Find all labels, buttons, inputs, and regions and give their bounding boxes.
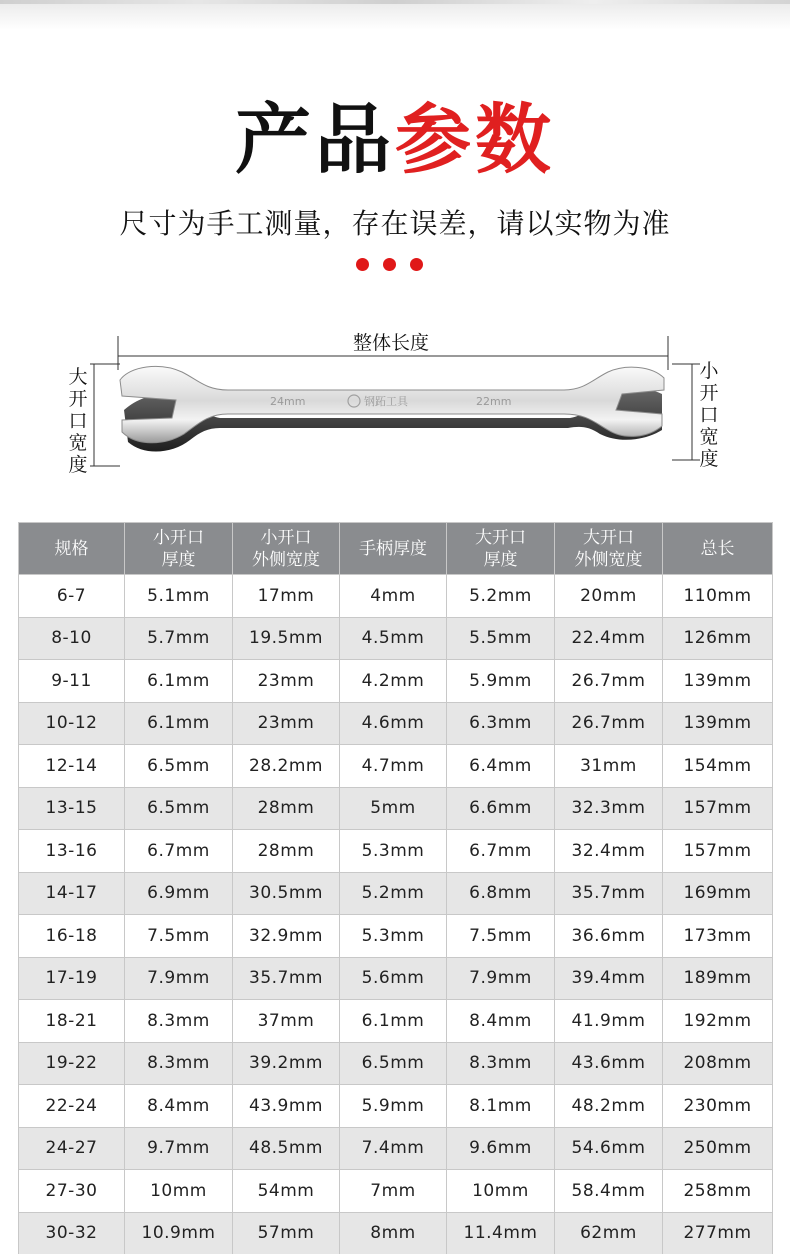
small-opening-label-char: 开 (699, 382, 719, 404)
table-cell: 4.7mm (340, 745, 447, 788)
table-cell: 6.5mm (125, 787, 233, 830)
table-cell: 19.5mm (233, 617, 340, 660)
table-row (19, 702, 773, 745)
table-cell: 28mm (233, 787, 340, 830)
big-opening-label-char: 开 (68, 388, 88, 410)
column-header (340, 523, 447, 575)
column-header (663, 523, 773, 575)
small-opening-label-char: 小 (699, 360, 719, 382)
small-opening-label (697, 360, 721, 470)
table-cell: 5.9mm (447, 660, 555, 703)
table-cell: 41.9mm (555, 1000, 663, 1043)
table-cell: 6.1mm (125, 660, 233, 703)
small-opening-dimension-line (672, 364, 700, 460)
table-cell: 23mm (233, 702, 340, 745)
column-header-line: 厚度 (483, 549, 518, 570)
table-cell: 5.9mm (340, 1085, 447, 1128)
table-cell: 8.4mm (125, 1085, 233, 1128)
table-row (19, 1000, 773, 1043)
table-cell: 189mm (663, 957, 773, 1000)
table-row (19, 617, 773, 660)
wrench-marking-brand: 钢跖工具 (364, 395, 408, 408)
table-cell: 24-27 (19, 1127, 125, 1170)
column-header (555, 523, 663, 575)
table-cell: 8.1mm (447, 1085, 555, 1128)
table-cell: 230mm (663, 1085, 773, 1128)
table-cell: 258mm (663, 1170, 773, 1213)
table-cell: 32.9mm (233, 915, 340, 958)
table-cell: 5.2mm (340, 872, 447, 915)
table-cell: 9.7mm (125, 1127, 233, 1170)
table-cell: 5.2mm (447, 575, 555, 618)
table-cell: 6.1mm (125, 702, 233, 745)
table-row (19, 575, 773, 618)
big-opening-label-char: 口 (68, 410, 88, 432)
table-cell: 157mm (663, 787, 773, 830)
table-cell: 37mm (233, 1000, 340, 1043)
table-cell: 8.3mm (447, 1042, 555, 1085)
table-cell: 26.7mm (555, 660, 663, 703)
small-opening-label-char: 度 (699, 448, 719, 470)
top-banner-strip (0, 0, 790, 30)
table-cell: 7.5mm (125, 915, 233, 958)
table-cell: 4.2mm (340, 660, 447, 703)
red-dot (410, 258, 423, 271)
column-header-line: 小开口 (153, 527, 204, 548)
column-header-line: 外侧宽度 (252, 549, 320, 570)
table-row (19, 745, 773, 788)
table-cell: 54mm (233, 1170, 340, 1213)
table-cell: 139mm (663, 660, 773, 703)
table-cell: 43.6mm (555, 1042, 663, 1085)
column-header-line: 大开口 (475, 527, 526, 548)
table-cell: 54.6mm (555, 1127, 663, 1170)
table-cell: 4.6mm (340, 702, 447, 745)
table-row (19, 957, 773, 1000)
measurement-disclaimer: 尺寸为手工测量，存在误差，请以实物为准 (119, 207, 671, 240)
small-opening-label-char: 宽 (699, 426, 719, 448)
column-header-line: 规格 (54, 538, 89, 559)
table-cell: 139mm (663, 702, 773, 745)
column-header-line: 外侧宽度 (574, 549, 643, 570)
table-cell: 192mm (663, 1000, 773, 1043)
table-cell: 17mm (233, 575, 340, 618)
table-cell: 17-19 (19, 957, 125, 1000)
table-cell: 10-12 (19, 702, 125, 745)
column-header (19, 523, 125, 575)
table-row (19, 1212, 773, 1254)
table-row (19, 1042, 773, 1085)
table-cell: 5.3mm (340, 915, 447, 958)
table-row (19, 872, 773, 915)
table-cell: 173mm (663, 915, 773, 958)
table-cell: 6.4mm (447, 745, 555, 788)
table-row (19, 660, 773, 703)
page-title (0, 95, 790, 185)
table-cell: 35.7mm (555, 872, 663, 915)
table-cell: 110mm (663, 575, 773, 618)
big-opening-label-char: 度 (68, 454, 88, 476)
table-cell: 5.7mm (125, 617, 233, 660)
table-cell: 39.2mm (233, 1042, 340, 1085)
table-cell: 4mm (340, 575, 447, 618)
table-cell: 30-32 (19, 1212, 125, 1254)
table-cell: 250mm (663, 1127, 773, 1170)
table-row (19, 1085, 773, 1128)
table-cell: 154mm (663, 745, 773, 788)
table-cell: 5.1mm (125, 575, 233, 618)
table-cell: 18-21 (19, 1000, 125, 1043)
table-cell: 8-10 (19, 617, 125, 660)
table-cell: 8.4mm (447, 1000, 555, 1043)
table-cell: 10mm (125, 1170, 233, 1213)
table-row (19, 1170, 773, 1213)
spec-table (18, 522, 773, 1254)
table-cell: 31mm (555, 745, 663, 788)
column-header (233, 523, 340, 575)
table-cell: 13-16 (19, 830, 125, 873)
table-cell: 10.9mm (125, 1212, 233, 1254)
column-header-line: 总长 (700, 538, 735, 559)
table-cell: 126mm (663, 617, 773, 660)
table-cell: 62mm (555, 1212, 663, 1254)
column-header-line: 厚度 (161, 549, 196, 570)
table-cell: 5.3mm (340, 830, 447, 873)
table-cell: 208mm (663, 1042, 773, 1085)
table-cell: 6.6mm (447, 787, 555, 830)
table-cell: 7mm (340, 1170, 447, 1213)
column-header-line: 小开口 (260, 527, 312, 548)
table-cell: 4.5mm (340, 617, 447, 660)
wrench-marking-left: 24mm (270, 395, 306, 408)
table-cell: 157mm (663, 830, 773, 873)
table-cell: 58.4mm (555, 1170, 663, 1213)
table-cell: 5mm (340, 787, 447, 830)
big-opening-label-char: 宽 (68, 432, 88, 454)
table-cell: 36.6mm (555, 915, 663, 958)
table-cell: 6.7mm (447, 830, 555, 873)
table-cell: 169mm (663, 872, 773, 915)
table-row (19, 830, 773, 873)
table-cell: 10mm (447, 1170, 555, 1213)
decorative-dots (356, 258, 423, 271)
table-cell: 48.5mm (233, 1127, 340, 1170)
table-cell: 6.5mm (340, 1042, 447, 1085)
table-cell: 22.4mm (555, 617, 663, 660)
table-cell: 6.3mm (447, 702, 555, 745)
table-cell: 7.9mm (125, 957, 233, 1000)
big-opening-label-char: 大 (68, 366, 88, 388)
table-cell: 5.5mm (447, 617, 555, 660)
small-opening-label-char: 口 (699, 404, 719, 426)
table-cell: 6.5mm (125, 745, 233, 788)
table-cell: 16-18 (19, 915, 125, 958)
table-cell: 7.5mm (447, 915, 555, 958)
red-dot (383, 258, 396, 271)
table-cell: 5.6mm (340, 957, 447, 1000)
table-row (19, 787, 773, 830)
table-cell: 28mm (233, 830, 340, 873)
big-opening-dimension-line (90, 364, 120, 466)
table-cell: 26.7mm (555, 702, 663, 745)
table-row (19, 1127, 773, 1170)
table-cell: 8mm (340, 1212, 447, 1254)
table-cell: 13-15 (19, 787, 125, 830)
table-cell: 57mm (233, 1212, 340, 1254)
table-cell: 7.4mm (340, 1127, 447, 1170)
table-cell: 27-30 (19, 1170, 125, 1213)
column-header-line: 手柄厚度 (359, 538, 427, 559)
table-cell: 14-17 (19, 872, 125, 915)
column-header (447, 523, 555, 575)
big-opening-label (66, 366, 90, 476)
table-cell: 8.3mm (125, 1042, 233, 1085)
table-cell: 19-22 (19, 1042, 125, 1085)
table-cell: 28.2mm (233, 745, 340, 788)
table-cell: 32.4mm (555, 830, 663, 873)
table-cell: 32.3mm (555, 787, 663, 830)
table-cell: 20mm (555, 575, 663, 618)
wrench-marking-right: 22mm (476, 395, 512, 408)
column-header (125, 523, 233, 575)
table-cell: 35.7mm (233, 957, 340, 1000)
table-cell: 6.1mm (340, 1000, 447, 1043)
table-cell: 8.3mm (125, 1000, 233, 1043)
red-dot (356, 258, 369, 271)
table-cell: 6.9mm (125, 872, 233, 915)
table-cell: 11.4mm (447, 1212, 555, 1254)
table-cell: 22-24 (19, 1085, 125, 1128)
title-red-part: 参数 (395, 95, 555, 184)
column-header-line: 大开口 (583, 527, 634, 548)
table-cell: 30.5mm (233, 872, 340, 915)
table-cell: 39.4mm (555, 957, 663, 1000)
table-cell: 6.7mm (125, 830, 233, 873)
table-cell: 48.2mm (555, 1085, 663, 1128)
total-length-label: 整体长度 (353, 332, 430, 354)
table-cell: 6.8mm (447, 872, 555, 915)
table-cell: 43.9mm (233, 1085, 340, 1128)
table-cell: 12-14 (19, 745, 125, 788)
table-row (19, 915, 773, 958)
table-cell: 6-7 (19, 575, 125, 618)
table-cell: 277mm (663, 1212, 773, 1254)
spec-table-header-row (19, 523, 773, 575)
title-black-part: 产品 (235, 95, 395, 184)
table-cell: 9.6mm (447, 1127, 555, 1170)
table-cell: 23mm (233, 660, 340, 703)
table-cell: 9-11 (19, 660, 125, 703)
table-cell: 7.9mm (447, 957, 555, 1000)
